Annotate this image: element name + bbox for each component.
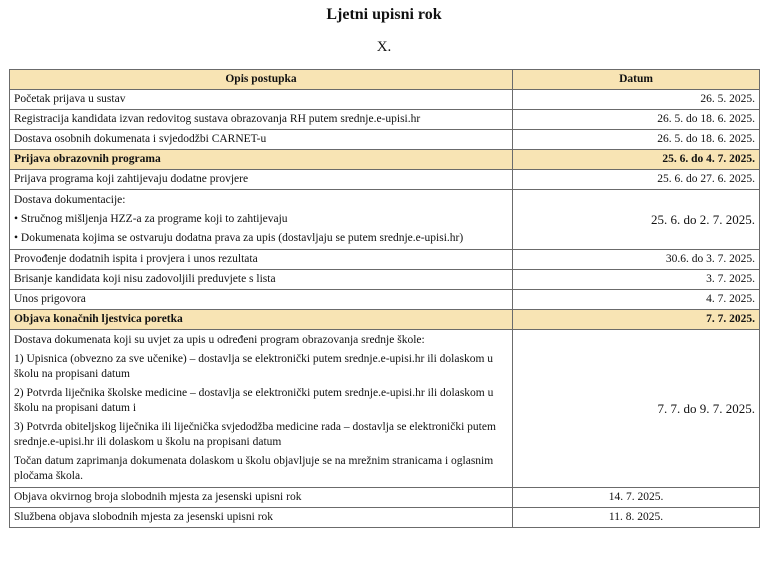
table-row: [10, 110, 760, 130]
table-row: [10, 90, 760, 110]
row-date: 14. 7. 2025.: [513, 488, 760, 508]
table-row: [10, 330, 760, 488]
column-header-date: Datum: [513, 70, 760, 90]
table-row-highlighted: [10, 150, 760, 170]
row-date: 25. 6. do 2. 7. 2025.: [513, 190, 760, 250]
row-description: Registracija kandidata izvan redovitog sustava obrazovanja RH putem srednje.e-upisi.hr: [10, 110, 513, 130]
row-description: Dostava dokumenata koji su uvjet za upis u određeni program obrazovanja srednje škole: 1) Upisnica (obvezno za sve učenike) – dostavlja se elektronički putem srednje.e-upisi.hr ili dolaskom u školu na propisani datum 2) Potvrda liječnika školske medicine – dostavlja se elektronički putem srednje.e-upisi.hr ili dolaskom u školu na propisani datum i 3) Potvrda obiteljskog liječnika ili liječnička svjedodžba medicine rada – dostavlja se elektronički putem srednje.e-upisi.hr ili dolaskom u školu na propisani datum Točan datum zaprimanja dokumenata dolaskom u školu objavljuje se na mrežnim stranicama i oglasnim pločama škola.: [10, 330, 513, 488]
table-row: [10, 508, 760, 528]
row-description: Dostava dokumentacije: • Stručnog mišljenja HZZ-a za programe koji to zahtijevaju • Dokumenata kojima se ostvaruju dodatna prava za upis (dostavljaju se putem srednje.e-upisi.hr): [10, 190, 513, 250]
section-number: X.: [376, 39, 392, 55]
row-description: Prijava programa koji zahtijevaju dodatne provjere: [10, 170, 513, 190]
row-description: Početak prijava u sustav: [10, 90, 513, 110]
table-header-row: [10, 70, 760, 90]
row-date: 25. 6. do 27. 6. 2025.: [513, 170, 760, 190]
row-date: 26. 5. do 18. 6. 2025.: [513, 130, 760, 150]
row-description: Provođenje dodatnih ispita i provjera i unos rezultata: [10, 250, 513, 270]
row-date: 7. 7. 2025.: [513, 310, 760, 330]
row-description: Brisanje kandidata koji nisu zadovoljili preduvjete s lista: [10, 270, 513, 290]
row-date: 7. 7. do 9. 7. 2025.: [513, 330, 760, 488]
table-row: [10, 270, 760, 290]
table-row: [10, 130, 760, 150]
schedule-table: [9, 69, 760, 528]
table-row: [10, 250, 760, 270]
row-date: 26. 5. 2025.: [513, 90, 760, 110]
table-row-highlighted: [10, 310, 760, 330]
table-row: [10, 488, 760, 508]
row-date: 26. 5. do 18. 6. 2025.: [513, 110, 760, 130]
row-description: Službena objava slobodnih mjesta za jesenski upisni rok: [10, 508, 513, 528]
row-date: 30.6. do 3. 7. 2025.: [513, 250, 760, 270]
row-description: Prijava obrazovnih programa: [10, 150, 513, 170]
row-description: Dostava osobnih dokumenata i svjedodžbi CARNET-u: [10, 130, 513, 150]
table-row: [10, 170, 760, 190]
row-date: 25. 6. do 4. 7. 2025.: [513, 150, 760, 170]
row-description: Objava konačnih ljestvica poretka: [10, 310, 513, 330]
row-date: 11. 8. 2025.: [513, 508, 760, 528]
table-row: [10, 190, 760, 250]
column-header-description: Opis postupka: [10, 70, 513, 90]
page-title: Ljetni upisni rok: [326, 6, 442, 23]
row-description: Unos prigovora: [10, 290, 513, 310]
row-description: Objava okvirnog broja slobodnih mjesta za jesenski upisni rok: [10, 488, 513, 508]
table-row: [10, 290, 760, 310]
row-date: 3. 7. 2025.: [513, 270, 760, 290]
row-date: 4. 7. 2025.: [513, 290, 760, 310]
